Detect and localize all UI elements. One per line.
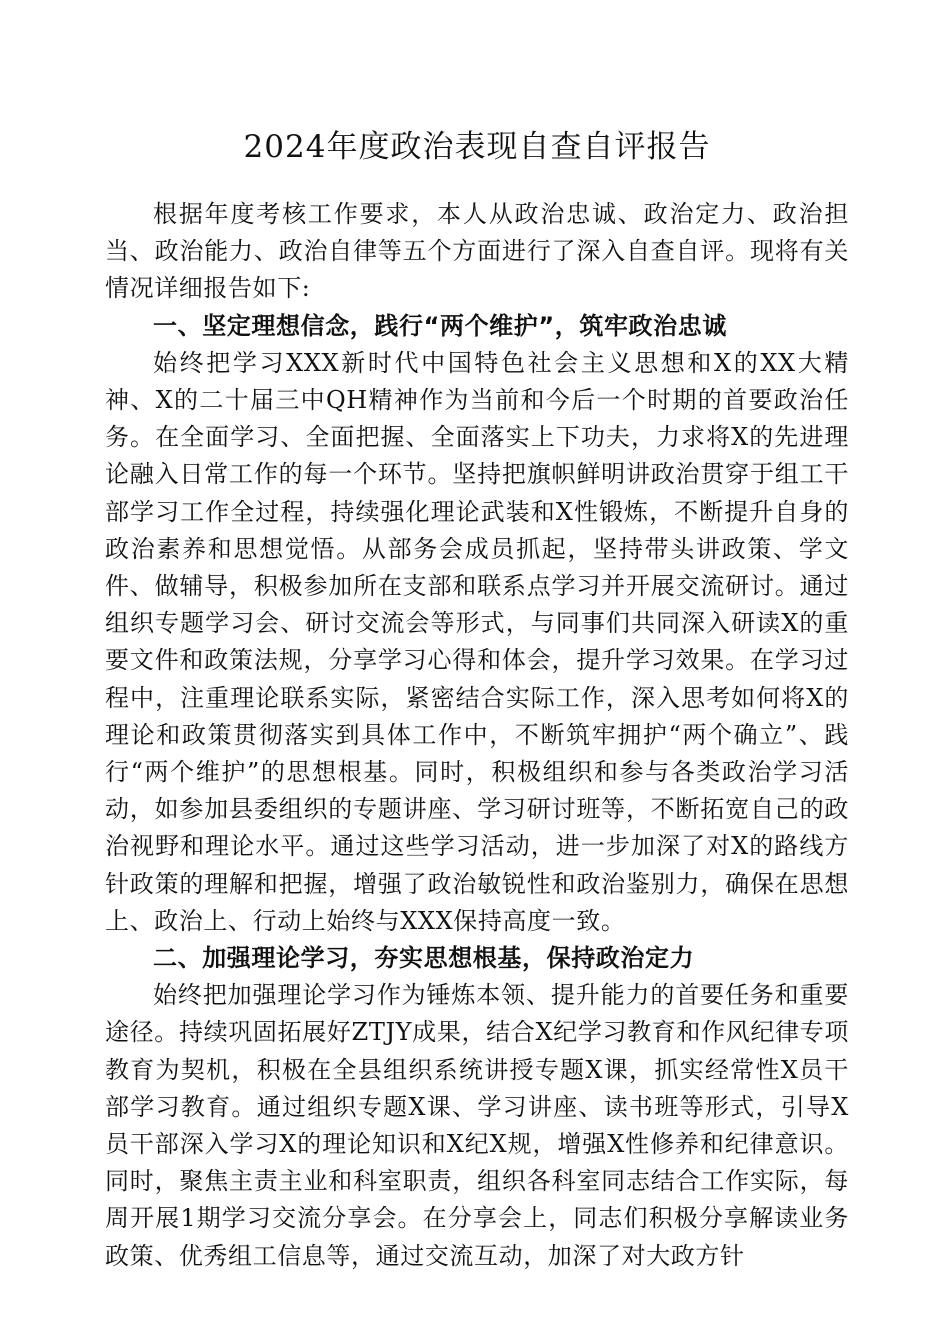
document-title: 2024年度政治表现自查自评报告 <box>243 129 711 165</box>
section-body: 始终把学习XXX新时代中国特色社会主义思想和X的XX大精神、X的二十届三中QH精神作为当前和今后一个时期的首要政治任务。在全面学习、全面把握、全面落实上下功夫，力求将X的先进理论融入日常工作的每一个环节。坚持把旗帜鲜明讲政治贯穿于组工干部学习工作全过程，持续强化理论武装和X性锻炼，不断提升自身的政治素养和思想觉悟。从部务会成员抓起，坚持带头讲政策、学文件、做辅导，积极参加所在支部和联系点学习并开展交流研讨。通过组织专题学习会、研讨交流会等形式，与同事们共同深入研读X的重要文件和政策法规，分享学习心得和体会，提升学习效果。在学习过程中，注重理论联系实际，紧密结合实际工作，深入思考如何将X的理论和政策贯彻落实到具体工作中，不断筑牢拥护“两个确立”、践行“两个维护”的思想根基。同时，积极组织和参与各类政治学习活动，如参加县委组织的专题讲座、学习研讨班等，不断拓宽自己的政治视野和理论水平。通过这些学习活动，进一步加深了对X的路线方针政策的理解和把握，增强了政治敏锐性和政治鉴别力，确保在思想上、政治上、行动上始终与XXX保持高度一致。 <box>105 348 849 935</box>
document-page <box>105 122 849 1275</box>
section-body: 始终把加强理论学习作为锤炼本领、提升能力的首要任务和重要途径。持续巩固拓展好ZTJY成果，结合X纪学习教育和作风纪律专项教育为契机，积极在全县组织系统讲授专题X课，抓实经常性X员干部学习教育。通过组织专题X课、学习讲座、读书班等形式，引导X员干部深入学习X的理论知识和X纪X规，增强X性修养和纪律意识。同时，聚焦主责主业和科室职责，组织各科室同志结合工作实际，每周开展1期学习交流分享会。在分享会上，同志们积极分享解读业务政策、优秀组工信息等，通过交流互动，加深了对大政方针 <box>105 981 849 1270</box>
section-1 <box>105 308 849 940</box>
section-heading: 二、加强理论学习，夯实思想根基，保持政治定力 <box>153 944 695 973</box>
section-2 <box>105 940 849 1275</box>
section-heading: 一、坚定理想信念，践行“两个维护”，筑牢政治忠诚 <box>153 311 727 340</box>
intro-paragraph: 根据年度考核工作要求，本人从政治忠诚、政治定力、政治担当、政治能力、政治自律等五个方面进行了深入自查自评。现将有关情况详细报告如下: <box>105 200 849 303</box>
